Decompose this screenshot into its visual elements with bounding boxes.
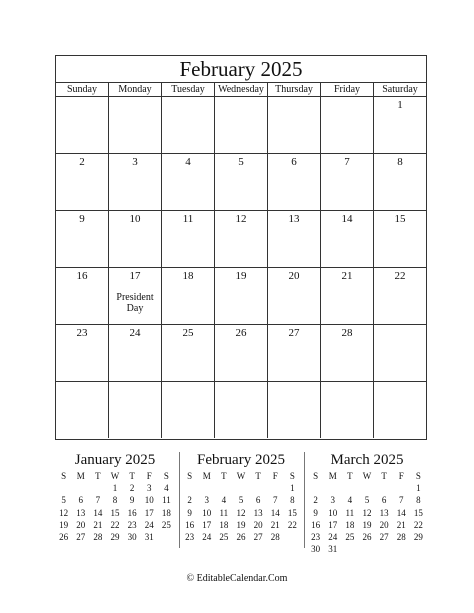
mini-day-number: 7 <box>273 495 278 506</box>
mini-day-number: 29 <box>413 532 423 543</box>
mini-day-number <box>267 482 284 494</box>
mini-day-number: 28 <box>270 532 280 543</box>
mini-day-number: 5 <box>238 495 244 506</box>
day-cell[interactable] <box>56 325 109 381</box>
day-number <box>215 97 267 112</box>
mini-day-number: 8 <box>416 495 421 506</box>
day-number: 20 <box>288 270 300 282</box>
mini-day-number: 2 <box>313 495 318 506</box>
mini-day-number <box>215 482 232 494</box>
mini-day-number: 22 <box>413 519 423 530</box>
weekday-header: Friday <box>321 83 374 96</box>
mini-day-number: 27 <box>253 532 263 543</box>
mini-day-number: 25 <box>345 532 355 543</box>
day-number <box>56 97 108 112</box>
week-row <box>56 325 426 382</box>
mini-weekday-header: T <box>381 471 387 481</box>
day-cell[interactable] <box>321 325 374 381</box>
day-number: 15 <box>394 213 406 225</box>
mini-day-number: 26 <box>59 532 69 543</box>
weekday-header: Wednesday <box>215 83 268 96</box>
weekday-header: Saturday <box>382 84 418 95</box>
week-row <box>56 211 426 268</box>
mini-day-number <box>393 482 410 494</box>
day-number: 7 <box>344 156 350 168</box>
day-cell[interactable] <box>321 268 374 324</box>
mini-day-number: 24 <box>144 519 154 530</box>
mini-weekday-header: S <box>163 471 169 481</box>
mini-day-number: 11 <box>219 507 229 518</box>
day-number: 21 <box>341 270 353 282</box>
mini-day-number: 25 <box>161 519 171 530</box>
mini-day-number: 16 <box>185 519 195 530</box>
mini-day-number: 11 <box>162 495 171 506</box>
mini-divider <box>179 452 180 548</box>
day-cell[interactable] <box>56 211 109 267</box>
day-number <box>109 97 161 112</box>
mini-day-number: 10 <box>202 507 212 518</box>
mini-day-number <box>376 482 393 494</box>
mini-day-number <box>250 482 267 494</box>
mini-day-number <box>55 482 72 494</box>
mini-day-number <box>284 531 301 543</box>
holiday-label: President Day <box>116 292 154 314</box>
weekday-header: Monday <box>109 83 162 96</box>
mini-day-number: 15 <box>413 507 423 518</box>
day-cell[interactable] <box>374 382 426 438</box>
mini-day-number: 17 <box>144 507 154 518</box>
day-number: 2 <box>79 156 85 168</box>
mini-day-number: 11 <box>345 507 355 518</box>
day-number <box>268 97 320 112</box>
day-cell[interactable] <box>374 325 426 381</box>
day-cell[interactable] <box>215 211 268 267</box>
mini-calendar-january <box>55 452 175 543</box>
mini-weekday-header: W <box>362 471 372 481</box>
mini-day-number: 20 <box>253 519 263 530</box>
day-cell[interactable] <box>215 268 268 324</box>
day-cell[interactable] <box>109 211 162 267</box>
mini-day-number <box>341 543 358 555</box>
mini-day-number: 9 <box>129 495 135 506</box>
mini-day-number: 31 <box>328 544 338 555</box>
mini-day-number: 29 <box>110 532 120 543</box>
day-number <box>56 382 108 397</box>
mini-day-number: 12 <box>59 507 69 518</box>
day-cell[interactable] <box>268 154 321 210</box>
day-number: 3 <box>132 156 138 168</box>
day-cell[interactable] <box>268 211 321 267</box>
day-number: 25 <box>182 327 194 339</box>
main-calendar-title: February 2025 <box>56 56 426 83</box>
mini-weekday-header: F <box>272 471 278 481</box>
mini-calendar-march <box>307 452 427 555</box>
mini-weekday-header: T <box>347 471 353 481</box>
mini-calendar-title: January 2025 <box>74 452 156 468</box>
day-cell[interactable] <box>56 97 109 153</box>
mini-day-number: 17 <box>202 519 212 530</box>
mini-day-number: 2 <box>129 483 135 494</box>
weekday-header: Sunday <box>56 83 109 96</box>
day-number: 27 <box>288 327 300 339</box>
mini-day-number: 18 <box>345 519 355 530</box>
day-cell[interactable] <box>56 382 109 438</box>
day-cell[interactable] <box>162 211 215 267</box>
day-cell[interactable] <box>321 97 374 153</box>
day-cell[interactable] <box>268 268 321 324</box>
mini-day-number: 12 <box>362 507 372 518</box>
day-cell[interactable] <box>109 382 162 438</box>
mini-calendar-grid <box>307 470 427 555</box>
weekday-header: Tuesday <box>162 83 215 96</box>
day-number: 28 <box>341 327 353 339</box>
day-cell[interactable] <box>56 154 109 210</box>
day-number: 18 <box>182 270 194 282</box>
mini-day-number: 25 <box>219 532 229 543</box>
day-number <box>374 325 426 340</box>
mini-day-number <box>324 482 341 494</box>
mini-weekday-header: S <box>187 471 193 481</box>
day-cell[interactable] <box>162 382 215 438</box>
day-number: 13 <box>288 213 300 225</box>
mini-day-number <box>158 531 175 543</box>
day-number: 22 <box>394 270 406 282</box>
mini-day-number: 15 <box>110 507 120 518</box>
day-cell[interactable] <box>162 97 215 153</box>
day-number: 4 <box>185 156 191 168</box>
mini-day-number: 14 <box>270 507 280 518</box>
mini-weekday-header: T <box>221 471 227 481</box>
week-row <box>56 97 426 154</box>
day-cell[interactable] <box>215 97 268 153</box>
day-number: 23 <box>76 327 88 339</box>
mini-calendar-title: March 2025 <box>330 452 404 468</box>
day-cell[interactable] <box>215 325 268 381</box>
mini-day-number: 28 <box>93 532 103 543</box>
day-cell[interactable] <box>374 268 426 324</box>
mini-day-number: 10 <box>144 495 154 506</box>
mini-weekday-header: M <box>76 471 85 481</box>
mini-day-number: 12 <box>236 507 246 518</box>
mini-day-number: 3 <box>330 495 335 506</box>
mini-day-number <box>181 482 198 494</box>
day-cell[interactable] <box>162 268 215 324</box>
mini-day-number: 19 <box>236 519 246 530</box>
mini-day-number: 30 <box>311 544 321 555</box>
mini-weekday-header: M <box>202 471 211 481</box>
mini-calendar-february <box>181 452 301 543</box>
week-row <box>56 382 426 438</box>
day-cell[interactable] <box>109 268 162 324</box>
mini-day-number: 6 <box>381 495 387 506</box>
mini-day-number: 6 <box>255 495 261 506</box>
mini-day-number: 7 <box>95 495 101 506</box>
mini-calendar-title: February 2025 <box>197 452 285 468</box>
mini-day-number: 9 <box>187 507 192 518</box>
day-number: 1 <box>397 99 403 111</box>
mini-day-number: 19 <box>362 519 372 530</box>
day-cell[interactable] <box>321 154 374 210</box>
day-cell[interactable] <box>321 211 374 267</box>
mini-day-number: 21 <box>93 519 103 530</box>
day-number: 12 <box>235 213 247 225</box>
mini-day-number: 27 <box>379 532 389 543</box>
mini-day-number: 1 <box>416 483 421 494</box>
day-cell[interactable] <box>56 268 109 324</box>
day-number <box>162 382 214 397</box>
mini-weekday-header: W <box>110 471 120 481</box>
mini-calendar-grid <box>55 470 175 543</box>
mini-day-number: 22 <box>110 519 120 530</box>
mini-day-number: 16 <box>311 519 321 530</box>
day-number <box>321 97 373 112</box>
day-cell[interactable] <box>109 97 162 153</box>
day-cell[interactable] <box>215 382 268 438</box>
mini-day-number: 21 <box>396 519 406 530</box>
mini-day-number <box>376 543 393 555</box>
mini-day-number <box>393 543 410 555</box>
day-cell[interactable] <box>109 154 162 210</box>
mini-day-number: 4 <box>221 495 227 506</box>
mini-day-number: 17 <box>328 519 338 530</box>
mini-day-number: 31 <box>144 532 154 543</box>
day-number: 8 <box>397 156 403 168</box>
mini-weekday-header: T <box>255 471 261 481</box>
mini-divider <box>304 452 305 548</box>
mini-day-number: 20 <box>379 519 389 530</box>
mini-day-number: 27 <box>76 532 86 543</box>
mini-day-number <box>358 482 375 494</box>
mini-day-number: 10 <box>328 507 338 518</box>
mini-day-number: 3 <box>147 483 152 494</box>
mini-weekday-header: F <box>146 471 152 481</box>
day-number <box>321 382 373 397</box>
mini-day-number: 9 <box>313 507 318 518</box>
day-cell[interactable] <box>321 382 374 438</box>
mini-day-number: 19 <box>59 519 69 530</box>
day-number: 6 <box>291 156 297 168</box>
mini-day-number: 8 <box>290 495 295 506</box>
mini-day-number: 24 <box>202 532 212 543</box>
day-cell[interactable] <box>268 97 321 153</box>
mini-calendars <box>55 452 427 555</box>
mini-day-number <box>198 482 215 494</box>
day-cell[interactable] <box>162 325 215 381</box>
main-calendar <box>55 55 427 440</box>
mini-day-number: 23 <box>311 532 321 543</box>
weekday-header: Thursday <box>268 83 321 96</box>
mini-day-number: 5 <box>364 495 370 506</box>
day-number: 5 <box>238 156 244 168</box>
calendar-weeks <box>56 97 426 438</box>
mini-day-number: 28 <box>396 532 406 543</box>
day-number <box>215 382 267 397</box>
day-number <box>374 382 426 397</box>
mini-day-number: 23 <box>185 532 195 543</box>
day-cell[interactable] <box>215 154 268 210</box>
mini-day-number: 5 <box>61 495 66 506</box>
mini-weekday-header: T <box>95 471 101 481</box>
mini-calendar-grid <box>181 470 301 543</box>
mini-weekday-header: F <box>398 471 404 481</box>
mini-weekday-header: T <box>129 471 135 481</box>
day-number: 26 <box>235 327 247 339</box>
mini-weekday-header: W <box>236 471 246 481</box>
mini-day-number: 1 <box>112 483 118 494</box>
mini-day-number <box>232 482 249 494</box>
day-number: 19 <box>235 270 247 282</box>
day-number: 14 <box>341 213 353 225</box>
footer-credit: © EditableCalendar.Com <box>186 573 288 584</box>
mini-day-number: 21 <box>270 519 280 530</box>
mini-weekday-header: S <box>415 471 421 481</box>
mini-day-number: 13 <box>253 507 263 518</box>
day-cell[interactable] <box>374 154 426 210</box>
mini-weekday-header: S <box>289 471 295 481</box>
mini-day-number: 15 <box>287 507 297 518</box>
mini-day-number: 18 <box>219 519 229 530</box>
mini-day-number: 7 <box>399 495 404 506</box>
mini-day-number: 13 <box>76 507 86 518</box>
mini-day-number: 26 <box>362 532 372 543</box>
mini-day-number: 4 <box>347 495 353 506</box>
week-row <box>56 154 426 211</box>
mini-day-number: 14 <box>396 507 406 518</box>
week-row <box>56 268 426 325</box>
day-cell[interactable] <box>268 382 321 438</box>
mini-day-number <box>72 482 89 494</box>
mini-day-number <box>89 482 106 494</box>
mini-weekday-header: S <box>313 471 319 481</box>
day-number <box>162 97 214 112</box>
day-cell[interactable] <box>162 154 215 210</box>
mini-day-number <box>358 543 375 555</box>
mini-day-number: 24 <box>328 532 338 543</box>
mini-day-number: 16 <box>127 507 137 518</box>
day-number: 17 <box>129 270 141 282</box>
mini-day-number: 2 <box>187 495 192 506</box>
mini-day-number: 22 <box>287 519 297 530</box>
mini-weekday-header: S <box>61 471 67 481</box>
day-number <box>109 382 161 397</box>
day-number <box>268 382 320 397</box>
day-number: 16 <box>76 270 88 282</box>
day-number: 24 <box>129 327 141 339</box>
mini-day-number: 30 <box>127 532 137 543</box>
mini-day-number: 18 <box>161 507 171 518</box>
mini-day-number: 14 <box>93 507 103 518</box>
mini-day-number <box>341 482 358 494</box>
mini-day-number: 23 <box>127 519 137 530</box>
mini-day-number: 1 <box>290 483 295 494</box>
day-number: 10 <box>129 213 141 225</box>
day-number: 9 <box>79 213 85 225</box>
day-cell[interactable] <box>374 97 426 153</box>
mini-weekday-header: M <box>328 471 337 481</box>
mini-day-number <box>410 543 427 555</box>
mini-day-number: 8 <box>112 495 118 506</box>
mini-day-number <box>307 482 324 494</box>
mini-day-number: 3 <box>204 495 209 506</box>
day-cell[interactable] <box>374 211 426 267</box>
mini-day-number: 13 <box>379 507 389 518</box>
day-cell[interactable] <box>109 325 162 381</box>
day-cell[interactable] <box>268 325 321 381</box>
mini-day-number: 20 <box>76 519 86 530</box>
day-number: 11 <box>182 213 194 225</box>
mini-day-number: 4 <box>164 483 169 494</box>
weekday-header-row <box>56 83 426 97</box>
mini-day-number: 6 <box>78 495 83 506</box>
mini-day-number: 26 <box>236 532 246 543</box>
